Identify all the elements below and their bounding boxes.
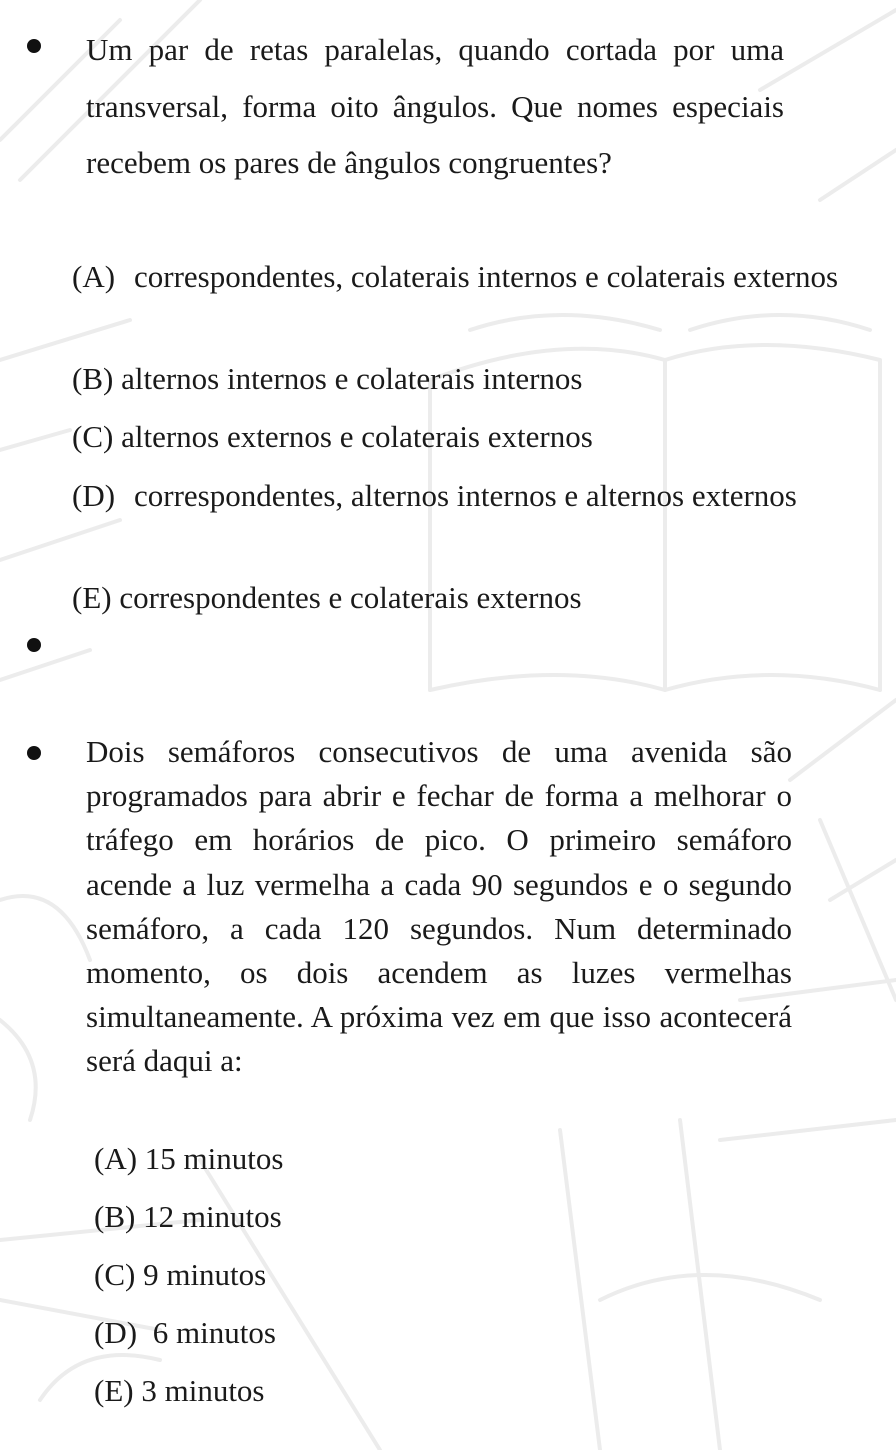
question-2-text: Dois semáforos consecutivos de uma avenida são programados para abrir e fechar de forma a melhorar o tráfego em horários de pico. O primeiro semáforo acende a luz vermelha a cada 90 segundos e o segundo semáforo, a cada 120 segundos. Num determinado momento, os dois acendem as luzes vermelhas simultaneamente. A próxima vez em que isso acontecerá será daqui a: [86, 734, 792, 1079]
option-text: alternos internos e colaterais internos [121, 361, 583, 396]
question-2-option-b [94, 1195, 282, 1239]
option-text: alternos externos e colaterais externos [121, 419, 593, 454]
option-text: correspondentes e colaterais externos [119, 580, 582, 615]
option-letter: (B) [94, 1199, 136, 1234]
option-text: 9 minutos [143, 1257, 267, 1292]
option-letter: (A) [72, 259, 116, 294]
option-letter: (D) [94, 1315, 138, 1350]
question-2-option-e [94, 1369, 265, 1413]
option-letter: (D) [72, 478, 116, 513]
option-letter: (A) [94, 1141, 138, 1176]
question-1-option-a [72, 255, 864, 299]
option-text: correspondentes, colaterais internos e colaterais externos [134, 259, 839, 294]
option-text: 3 minutos [141, 1373, 265, 1408]
question-1-option-d [72, 474, 864, 518]
bullet-question-1 [27, 39, 41, 53]
question-2-option-d [94, 1311, 276, 1355]
question-2-option-c [94, 1253, 266, 1297]
option-letter: (C) [94, 1257, 136, 1292]
question-1-option-e [72, 576, 582, 620]
option-text: 15 minutos [144, 1141, 284, 1176]
option-text: 6 minutos [152, 1315, 276, 1350]
option-letter: (C) [72, 419, 114, 454]
question-1-option-c [72, 415, 593, 459]
option-text: correspondentes, alternos internos e alternos externos [134, 478, 797, 513]
option-letter: (E) [72, 580, 112, 615]
option-letter: (B) [72, 361, 114, 396]
question-1-option-b [72, 357, 582, 401]
option-text: 12 minutos [143, 1199, 282, 1234]
question-1-text: Um par de retas paralelas, quando cortada por uma transversal, forma oito ângulos. Que nomes especiais recebem os pares de ângulos congruentes? [86, 32, 784, 180]
bullet-question-2 [27, 746, 41, 760]
bullet-empty [27, 638, 41, 652]
question-2-option-a [94, 1137, 283, 1181]
option-letter: (E) [94, 1373, 134, 1408]
